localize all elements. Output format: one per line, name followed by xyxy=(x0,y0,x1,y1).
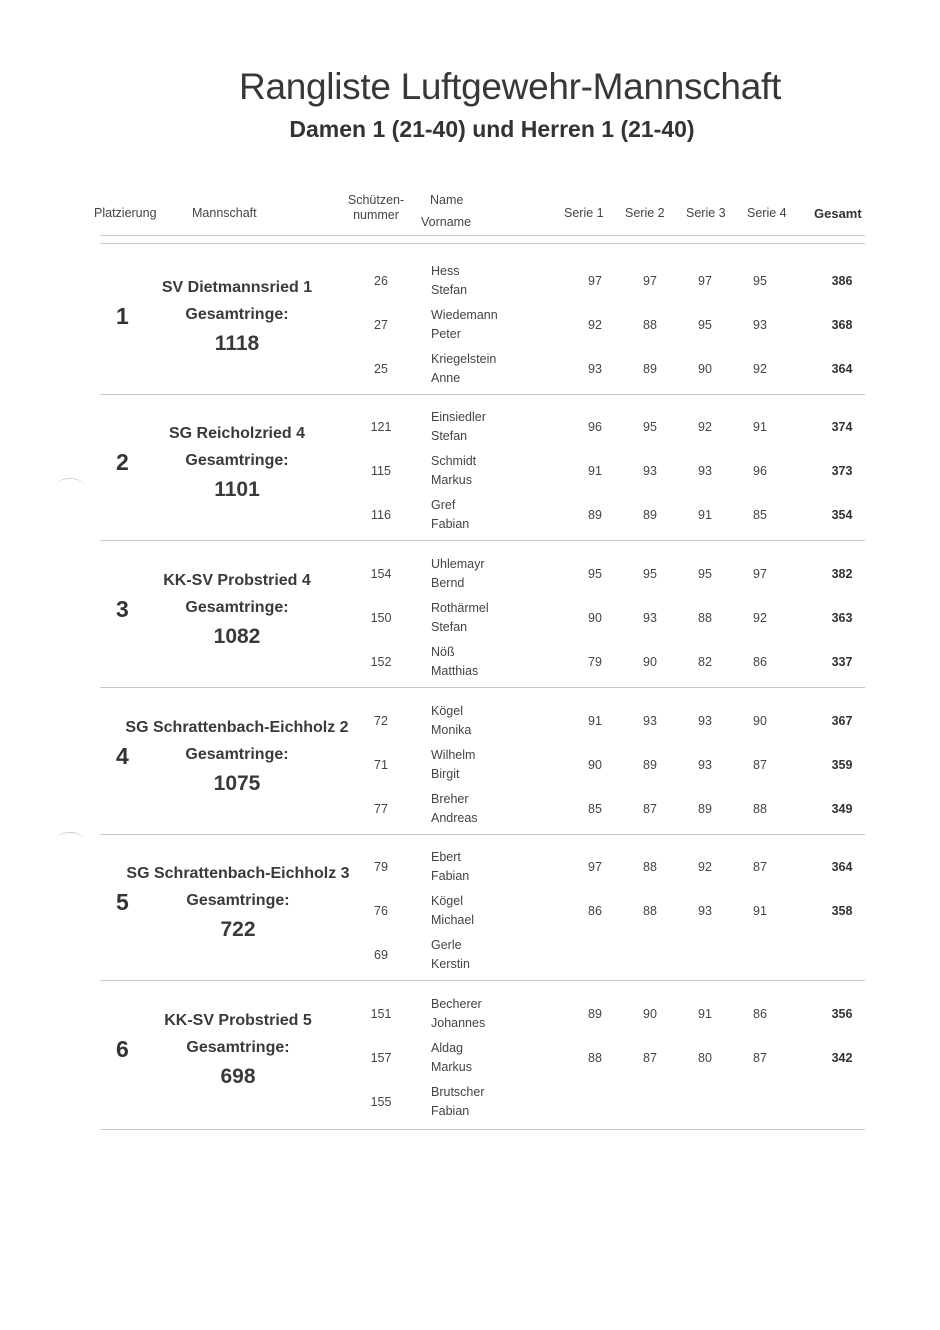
shooter-total: 354 xyxy=(831,508,853,522)
series-3-score: 97 xyxy=(698,274,712,288)
series-1-score: 91 xyxy=(588,714,602,728)
team-total-rings: 1118 xyxy=(214,332,260,355)
series-3-score: 95 xyxy=(698,318,712,332)
shooter-number: 26 xyxy=(374,274,388,288)
shooter-lastname: Becherer xyxy=(431,997,482,1011)
shooter-total: 382 xyxy=(831,567,853,581)
series-4-score: 92 xyxy=(753,362,767,376)
shooter-row xyxy=(0,344,940,388)
team-placement: 3 xyxy=(116,596,129,622)
team-total-label: Gesamtringe: xyxy=(186,1039,290,1056)
header-divider xyxy=(100,243,865,244)
shooter-row xyxy=(0,886,940,930)
shooter-row xyxy=(0,402,940,446)
series-3-score: 82 xyxy=(698,655,712,669)
series-2-score: 88 xyxy=(643,860,657,874)
series-1-score: 93 xyxy=(588,362,602,376)
shooter-firstname: Markus xyxy=(431,473,472,487)
series-3-score: 80 xyxy=(698,1051,712,1065)
series-1-score: 97 xyxy=(588,860,602,874)
shooter-firstname: Michael xyxy=(431,913,475,927)
shooter-row xyxy=(0,930,940,974)
series-4-score: 88 xyxy=(753,802,767,816)
shooter-lastname: Gerle xyxy=(431,938,462,952)
shooter-lastname: Uhlemayr xyxy=(431,557,485,571)
team-total-label: Gesamtringe: xyxy=(185,306,289,323)
series-2-score: 88 xyxy=(643,318,657,332)
team-placement: 4 xyxy=(116,743,129,769)
series-2-score: 97 xyxy=(643,274,657,288)
series-1-score: 88 xyxy=(588,1051,602,1065)
shooter-number: 157 xyxy=(370,1051,392,1065)
series-1-score: 90 xyxy=(588,611,602,625)
series-3-score: 91 xyxy=(698,508,712,522)
shooter-number: 121 xyxy=(370,420,392,434)
series-4-score: 87 xyxy=(753,1051,767,1065)
shooter-number: 151 xyxy=(370,1007,392,1021)
team-block xyxy=(0,842,940,988)
header-series1: Serie 1 xyxy=(564,206,604,220)
team-total-rings: 1101 xyxy=(214,478,260,501)
series-1-score: 89 xyxy=(588,508,602,522)
shooter-row xyxy=(0,784,940,828)
series-3-score: 90 xyxy=(698,362,712,376)
shooter-lastname: Brutscher xyxy=(431,1085,485,1099)
shooter-row xyxy=(0,1033,940,1077)
shooter-firstname: Bernd xyxy=(431,576,465,590)
shooter-row xyxy=(0,842,940,886)
header-series3: Serie 3 xyxy=(686,206,726,220)
shooter-total: 386 xyxy=(831,274,853,288)
team-name: SG Schrattenbach-Eichholz 3 xyxy=(126,865,350,882)
shooter-firstname: Matthias xyxy=(431,664,479,678)
team-divider xyxy=(100,687,865,688)
team-name: SG Reicholzried 4 xyxy=(168,425,306,442)
shooter-row xyxy=(0,490,940,534)
shooter-lastname: Rothärmel xyxy=(431,601,489,615)
series-2-score: 87 xyxy=(643,802,657,816)
shooter-number: 152 xyxy=(370,655,392,669)
team-divider xyxy=(100,394,865,395)
shooter-row xyxy=(0,989,940,1033)
shooter-number: 72 xyxy=(374,714,388,728)
shooter-lastname: Kögel xyxy=(431,894,463,908)
header-shooter-number-line1: Schützen- xyxy=(347,193,405,207)
series-4-score: 87 xyxy=(753,860,767,874)
shooter-lastname: Schmidt xyxy=(431,454,477,468)
shooter-lastname: Wilhelm xyxy=(431,748,476,762)
shooter-total: 364 xyxy=(831,860,853,874)
shooter-row xyxy=(0,1077,940,1121)
team-total-rings: 1075 xyxy=(213,772,261,795)
page-subtitle: Damen 1 (21-40) und Herren 1 (21-40) xyxy=(289,116,695,142)
team-name: SG Schrattenbach-Eichholz 2 xyxy=(125,719,349,736)
series-3-score: 92 xyxy=(698,860,712,874)
shooter-lastname: Hess xyxy=(431,264,460,278)
header-team: Mannschaft xyxy=(192,206,257,220)
header-firstname: Vorname xyxy=(421,215,472,229)
team-total-rings: 722 xyxy=(220,918,256,941)
shooter-total: 359 xyxy=(831,758,853,772)
team-total-rings: 1082 xyxy=(213,625,261,648)
shooter-total: 358 xyxy=(831,904,853,918)
shooter-number: 115 xyxy=(371,464,391,478)
series-1-score: 85 xyxy=(588,802,602,816)
team-block xyxy=(0,256,940,402)
header-placement: Platzierung xyxy=(94,206,157,220)
series-1-score: 97 xyxy=(588,274,602,288)
shooter-total: 337 xyxy=(831,655,853,669)
team-placement: 6 xyxy=(116,1036,129,1062)
series-3-score: 92 xyxy=(698,420,712,434)
shooter-row xyxy=(0,300,940,344)
team-block xyxy=(0,989,940,1135)
series-4-score: 85 xyxy=(753,508,767,522)
series-1-score: 86 xyxy=(588,904,602,918)
shooter-total: 342 xyxy=(831,1051,853,1065)
series-1-score: 92 xyxy=(588,318,602,332)
team-total-rings: 698 xyxy=(220,1065,256,1088)
team-divider xyxy=(100,540,865,541)
shooter-firstname: Stefan xyxy=(431,620,468,634)
header-series2: Serie 2 xyxy=(625,206,665,220)
team-name: KK-SV Probstried 5 xyxy=(164,1012,312,1029)
series-3-score: 93 xyxy=(698,758,712,772)
team-divider xyxy=(100,980,865,981)
header-total: Gesamt xyxy=(814,206,862,221)
shooter-total: 374 xyxy=(831,420,853,434)
shooter-row xyxy=(0,446,940,490)
team-total-label: Gesamtringe: xyxy=(186,892,290,909)
team-placement: 5 xyxy=(116,889,129,915)
series-2-score: 89 xyxy=(643,758,657,772)
shooter-row xyxy=(0,696,940,740)
shooter-lastname: Einsiedler xyxy=(431,410,486,424)
series-3-score: 93 xyxy=(698,464,712,478)
series-1-score: 95 xyxy=(588,567,602,581)
shooter-total: 373 xyxy=(831,464,853,478)
shooter-firstname: Andreas xyxy=(431,811,478,825)
shooter-lastname: Wiedemann xyxy=(431,308,498,322)
shooter-firstname: Fabian xyxy=(431,1104,470,1118)
shooter-number: 79 xyxy=(374,860,388,874)
series-3-score: 93 xyxy=(698,714,712,728)
team-total-label: Gesamtringe: xyxy=(185,746,289,763)
shooter-lastname: Ebert xyxy=(431,850,461,864)
series-3-score: 88 xyxy=(698,611,712,625)
shooter-row xyxy=(0,593,940,637)
shooter-lastname: Nöß xyxy=(431,645,455,659)
shooter-row xyxy=(0,637,940,681)
team-placement: 1 xyxy=(116,303,129,329)
shooter-number: 76 xyxy=(374,904,388,918)
header-series4: Serie 4 xyxy=(747,206,787,220)
team-name: SV Dietmannsried 1 xyxy=(161,279,313,296)
header-shooter-number-line2: nummer xyxy=(353,208,399,222)
series-2-score: 95 xyxy=(643,567,657,581)
header-divider xyxy=(100,235,865,236)
series-4-score: 91 xyxy=(753,904,767,918)
series-1-score: 89 xyxy=(588,1007,602,1021)
series-4-score: 90 xyxy=(753,714,767,728)
team-placement: 2 xyxy=(116,449,129,475)
shooter-lastname: Gref xyxy=(431,498,456,512)
shooter-number: 69 xyxy=(374,948,388,962)
shooter-firstname: Monika xyxy=(431,723,472,737)
series-2-score: 93 xyxy=(643,611,657,625)
series-2-score: 89 xyxy=(643,508,657,522)
series-2-score: 93 xyxy=(643,464,657,478)
series-2-score: 90 xyxy=(643,1007,657,1021)
shooter-number: 27 xyxy=(374,318,388,332)
series-2-score: 93 xyxy=(643,714,657,728)
series-3-score: 95 xyxy=(698,567,712,581)
series-1-score: 90 xyxy=(588,758,602,772)
shooter-total: 364 xyxy=(831,362,853,376)
series-1-score: 96 xyxy=(588,420,602,434)
shooter-total: 349 xyxy=(831,802,853,816)
team-divider xyxy=(100,834,865,835)
series-4-score: 86 xyxy=(753,655,767,669)
shooter-firstname: Birgit xyxy=(431,767,460,781)
series-4-score: 91 xyxy=(753,420,767,434)
series-4-score: 97 xyxy=(753,567,767,581)
team-block xyxy=(0,696,940,842)
shooter-total: 367 xyxy=(831,714,853,728)
shooter-firstname: Peter xyxy=(431,327,461,341)
series-2-score: 87 xyxy=(643,1051,657,1065)
team-total-label: Gesamtringe: xyxy=(185,599,289,616)
shooter-number: 154 xyxy=(370,567,392,581)
shooter-firstname: Anne xyxy=(431,371,461,385)
shooter-number: 71 xyxy=(374,758,388,772)
series-2-score: 95 xyxy=(643,420,657,434)
series-1-score: 91 xyxy=(588,464,602,478)
series-4-score: 93 xyxy=(753,318,767,332)
team-divider xyxy=(100,1129,865,1130)
series-4-score: 96 xyxy=(753,464,767,478)
shooter-lastname: Aldag xyxy=(431,1041,463,1055)
series-3-score: 93 xyxy=(698,904,712,918)
shooter-lastname: Kriegelstein xyxy=(431,352,497,366)
shooter-firstname: Kerstin xyxy=(431,957,470,971)
shooter-firstname: Fabian xyxy=(431,517,470,531)
shooter-firstname: Johannes xyxy=(431,1016,486,1030)
team-total-label: Gesamtringe: xyxy=(185,452,289,469)
series-4-score: 87 xyxy=(753,758,767,772)
header-name: Name xyxy=(430,193,464,207)
shooter-number: 155 xyxy=(370,1095,392,1109)
shooter-row xyxy=(0,549,940,593)
shooter-firstname: Markus xyxy=(431,1060,472,1074)
team-name: KK-SV Probstried 4 xyxy=(163,572,311,589)
shooter-lastname: Breher xyxy=(431,792,469,806)
shooter-number: 150 xyxy=(370,611,392,625)
series-3-score: 91 xyxy=(698,1007,712,1021)
shooter-row xyxy=(0,740,940,784)
series-2-score: 89 xyxy=(643,362,657,376)
shooter-row xyxy=(0,256,940,300)
shooter-firstname: Stefan xyxy=(431,283,468,297)
series-4-score: 86 xyxy=(753,1007,767,1021)
shooter-lastname: Kögel xyxy=(431,704,463,718)
team-block xyxy=(0,549,940,695)
shooter-total: 363 xyxy=(831,611,853,625)
shooter-number: 116 xyxy=(371,508,391,522)
series-4-score: 95 xyxy=(753,274,767,288)
shooter-total: 356 xyxy=(831,1007,853,1021)
team-block xyxy=(0,402,940,548)
shooter-total: 368 xyxy=(831,318,853,332)
series-1-score: 79 xyxy=(588,655,602,669)
shooter-number: 25 xyxy=(374,362,388,376)
shooter-firstname: Stefan xyxy=(431,429,468,443)
series-3-score: 89 xyxy=(698,802,712,816)
shooter-firstname: Fabian xyxy=(431,869,470,883)
page-title: Rangliste Luftgewehr-Mannschaft xyxy=(239,66,781,107)
series-2-score: 88 xyxy=(643,904,657,918)
series-4-score: 92 xyxy=(753,611,767,625)
shooter-number: 77 xyxy=(374,802,388,816)
series-2-score: 90 xyxy=(643,655,657,669)
